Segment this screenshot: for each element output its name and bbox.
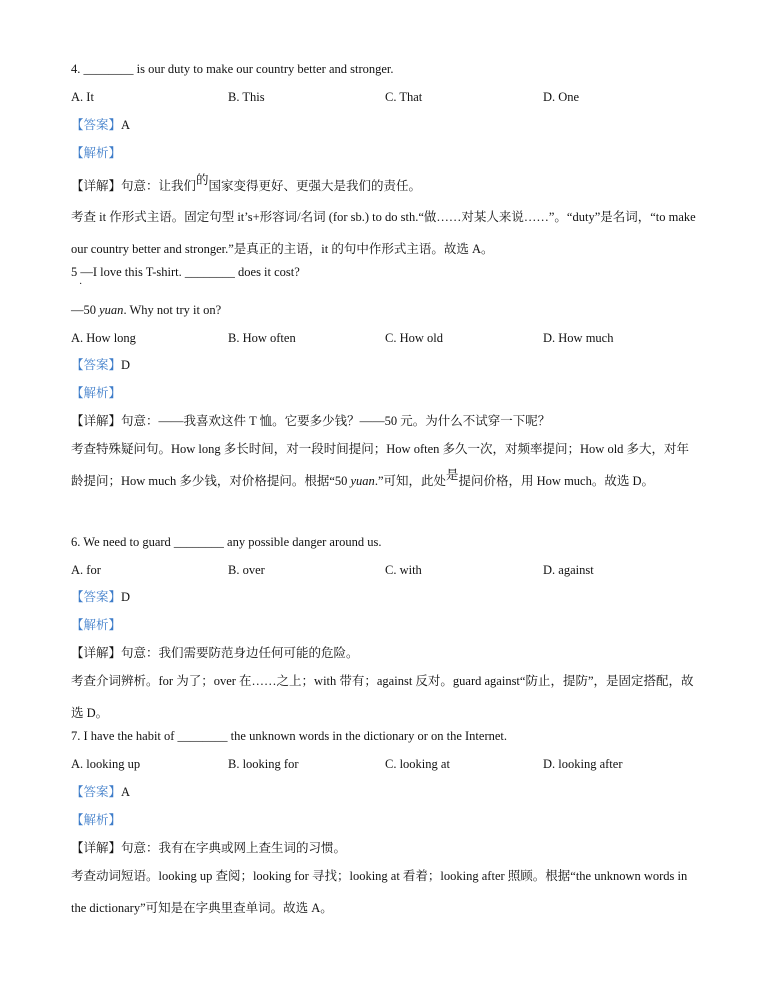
reply-text: —50 [71, 303, 100, 317]
q4-answer [71, 117, 130, 133]
q6-stem: 6. We need to guard ________ any possible danger around us. [71, 535, 382, 549]
detail-text: 句意：——我喜欢这件 T 恤。它要多少钱？——50 元。为什么不试穿一下呢？ [121, 414, 551, 428]
detail-tag: 【详解】 [71, 841, 122, 855]
answer-tag: 【答案】 [71, 590, 122, 604]
answer-value: D [121, 590, 131, 604]
q6-answer [71, 589, 130, 605]
q5-explanation [71, 433, 699, 497]
q7-analysis-tag: 【解析】 [71, 813, 122, 827]
q7-answer [71, 784, 130, 800]
detail-text: 句意：我有在字典或网上查生词的习惯。 [121, 841, 347, 855]
q5-reply [71, 302, 221, 318]
explanation-text: 提问价格，用 How much。故选 D。 [458, 474, 654, 488]
detail-tag: 【详解】 [71, 179, 122, 193]
q4-option-b: B. This [228, 90, 265, 104]
detail-text: 句意：让我们 [121, 179, 197, 193]
q6-option-d: D. against [543, 563, 594, 577]
q7-option-c: C. looking at [385, 757, 450, 771]
answer-value: A [121, 118, 131, 132]
explanation-text: .”可知，此处 [374, 474, 446, 488]
q7-detail [71, 840, 346, 856]
q6-analysis-tag: 【解析】 [71, 618, 122, 632]
explanation-italic: yuan [350, 474, 375, 488]
q7-stem: 7. I have the habit of ________ the unknown words in the dictionary or on the Internet. [71, 729, 508, 743]
q5-analysis-tag: 【解析】 [71, 386, 122, 400]
q5-option-d: D. How much [543, 331, 614, 345]
reply-text: . Why not try it on? [123, 303, 222, 317]
detail-tag: 【详解】 [71, 414, 122, 428]
q5-detail [71, 413, 550, 429]
q4-stem: 4. ________ is our duty to make our country better and stronger. [71, 62, 394, 76]
q6-option-b: B. over [228, 563, 265, 577]
q4-option-c: C. That [385, 90, 423, 104]
q7-option-b: B. looking for [228, 757, 299, 771]
q5-option-a: A. How long [71, 331, 136, 345]
q5-stem: 5 —I love this T-shirt. ________ does it cost? [71, 265, 300, 279]
q4-analysis-tag: 【解析】 [71, 146, 122, 160]
q4-detail [71, 173, 422, 194]
detail-text: 句意：我们需要防范身边任何可能的危险。 [121, 646, 359, 660]
q4-explanation: 考查 it 作形式主语。固定句型 it’s+形容词/名词 (for sb.) to do sth.“做……对某人来说……”。“duty”是名词，“to make our country better and stronger.”是真正的主语，it 的句中作形式主语。故选 A。 [71, 210, 696, 256]
q5-option-c: C. How old [385, 331, 443, 345]
detail-raised-char: 的 [196, 173, 209, 187]
q7-explanation: 考查动词短语。looking up 查阅；looking for 寻找；looking at 看着；looking after 照顾。根据“the unknown words in the dictionary”可知是在字典里查单词。故选 A。 [71, 869, 688, 915]
q5-option-b: B. How often [228, 331, 296, 345]
q4-option-d: D. One [543, 90, 580, 104]
q5-dot: · [79, 279, 83, 290]
q7-option-a: A. looking up [71, 757, 141, 771]
explanation-raised-char: 是 [446, 468, 459, 482]
answer-value: A [121, 785, 131, 799]
q6-option-c: C. with [385, 563, 422, 577]
detail-text: 国家变得更好、更强大是我们的责任。 [208, 179, 422, 193]
q4-option-a: A. It [71, 90, 94, 104]
q6-option-a: A. for [71, 563, 101, 577]
answer-value: D [121, 358, 131, 372]
explanation-text: 考查特殊疑问句。How long 多长时间，对一段时间提问；How often 多久一次，对频率提问；How old 多大，对年龄提问；How much 多少钱，对价格提问。根据“50 [71, 442, 690, 488]
reply-italic: yuan [99, 303, 124, 317]
answer-tag: 【答案】 [71, 358, 122, 372]
q7-option-d: D. looking after [543, 757, 623, 771]
q5-answer [71, 357, 130, 373]
q6-explanation: 考查介词辨析。for 为了；over 在……之上；with 带有；against 反对。guard against“防止，提防”，是固定搭配，故选 D。 [71, 674, 694, 720]
q6-detail [71, 645, 359, 661]
detail-tag: 【详解】 [71, 646, 122, 660]
answer-tag: 【答案】 [71, 118, 122, 132]
answer-tag: 【答案】 [71, 785, 122, 799]
